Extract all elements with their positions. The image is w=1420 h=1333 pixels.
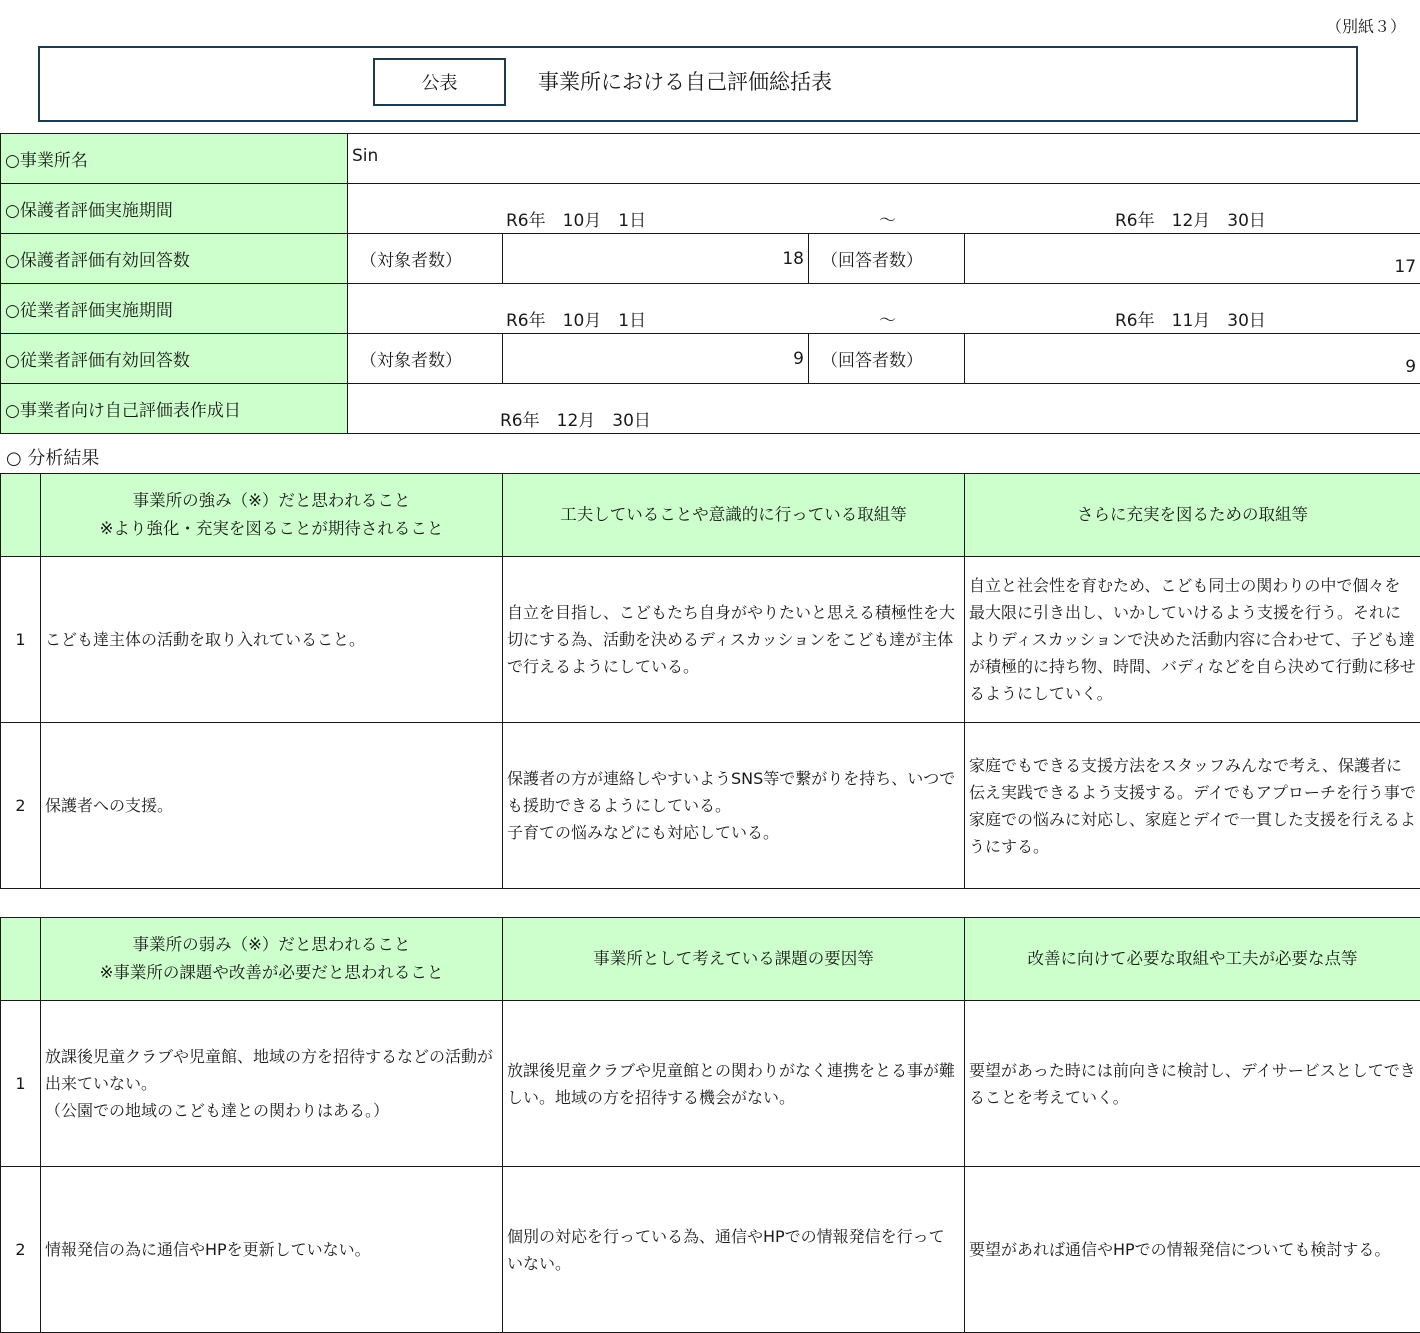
guardian-respondent-label: （回答者数） <box>809 234 965 284</box>
row-number: 1 <box>1 1001 41 1167</box>
guardian-respondent-value: 17 <box>965 234 1420 284</box>
guardian-count-label: ○保護者評価有効回答数 <box>1 234 348 284</box>
staff-count-label: ○従業者評価有効回答数 <box>1 334 348 384</box>
weakness-cause: 個別の対応を行っている為、通信やHPでの情報発信を行っていない。 <box>503 1167 965 1333</box>
strength-effort: 保護者の方が連絡しやすいようSNS等で繋がりを持ち、いつでも援助できるようにしている。 子育ての悩みなどにも対応している。 <box>503 723 965 889</box>
staff-period-start: R6年 10月 1日 <box>506 306 646 331</box>
strengths-header-effort: 工夫していることや意識的に行っている取組等 <box>503 474 965 557</box>
strength-effort: 自立を目指し、こどもたち自身がやりたいと思える積極性を大切にする為、活動を決めるディスカッションをこども達が主体で行えるようにしている。 <box>503 557 965 723</box>
guardian-period-start: R6年 10月 1日 <box>506 206 646 231</box>
weakness-item: 放課後児童クラブや児童館、地域の方を招待するなどの活動が出来ていない。 （公園での地域のこども達との関わりはある。） <box>41 1001 503 1167</box>
guardian-period-label: ○保護者評価実施期間 <box>1 184 348 234</box>
strengths-header-item: 事業所の強み（※）だと思われること ※より強化・充実を図ることが期待されること <box>41 474 503 557</box>
table-row <box>1 723 1420 889</box>
weakness-cause: 放課後児童クラブや児童館との関わりがなく連携をとる事が難しい。地域の方を招待する機会がない。 <box>503 1001 965 1167</box>
strengths-header-row <box>1 474 1420 557</box>
created-date-label: ○事業者向け自己評価表作成日 <box>1 384 348 434</box>
strength-item: こども達主体の活動を取り入れていること。 <box>41 557 503 723</box>
staff-target-label: （対象者数） <box>348 334 503 384</box>
weakness-improve: 要望があれば通信やHPでの情報発信についても検討する。 <box>965 1167 1420 1333</box>
weakness-item: 情報発信の為に通信やHPを更新していない。 <box>41 1167 503 1333</box>
staff-period-value <box>348 284 1420 334</box>
row-number: 1 <box>1 557 41 723</box>
analysis-section-label: ○ 分析結果 <box>6 444 99 470</box>
staff-respondent-value: 9 <box>965 334 1420 384</box>
row-number: 2 <box>1 1167 41 1333</box>
weakness-improve: 要望があった時には前向きに検討し、デイサービスとしてできることを考えていく。 <box>965 1001 1420 1167</box>
table-row <box>1 1001 1420 1167</box>
strengths-header-num <box>1 474 41 557</box>
table-row <box>1 557 1420 723</box>
row-number: 2 <box>1 723 41 889</box>
staff-period-separator: ～ <box>879 306 896 331</box>
guardian-period-end: R6年 12月 30日 <box>1115 206 1266 231</box>
office-name-value: Sin <box>348 134 1420 184</box>
staff-period-end: R6年 11月 30日 <box>1115 306 1266 331</box>
annex-label: （別紙３） <box>1326 14 1406 37</box>
strength-further: 自立と社会性を育むため、こども同士の関わりの中で個々を最大限に引き出し、いかしていけるよう支援を行う。それによりディスカッションで決めた活動内容に合わせて、子ども達が積極的に持ち物、時間、バディなどを自ら決めて行動に移せるようにしていく。 <box>965 557 1420 723</box>
weaknesses-header-item: 事業所の弱み（※）だと思われること ※事業所の課題や改善が必要だと思われること <box>41 918 503 1001</box>
table-row <box>1 1167 1420 1333</box>
weaknesses-header-row <box>1 918 1420 1001</box>
strengths-table <box>0 473 1420 889</box>
guardian-period-value <box>348 184 1420 234</box>
weaknesses-header-num <box>1 918 41 1001</box>
weaknesses-header-improve: 改善に向けて必要な取組や工夫が必要な点等 <box>965 918 1420 1001</box>
created-date-row <box>1 384 1420 434</box>
strengths-header-further: さらに充実を図るための取組等 <box>965 474 1420 557</box>
staff-target-value: 9 <box>503 334 809 384</box>
created-date: R6年 12月 30日 <box>500 406 651 431</box>
public-badge: 公表 <box>373 58 506 106</box>
staff-period-label: ○従業者評価実施期間 <box>1 284 348 334</box>
staff-count-row <box>1 334 1420 384</box>
weaknesses-header-cause: 事業所として考えている課題の要因等 <box>503 918 965 1001</box>
office-name-row <box>1 134 1420 184</box>
strength-further: 家庭でもできる支援方法をスタッフみんなで考え、保護者に伝え実践できるよう支援する。デイでもアプローチを行う事で家庭での悩みに対応し、家庭とデイで一貫した支援を行えるようにする。 <box>965 723 1420 889</box>
guardian-period-row <box>1 184 1420 234</box>
guardian-count-row <box>1 234 1420 284</box>
office-info-table <box>0 133 1420 434</box>
staff-respondent-label: （回答者数） <box>809 334 965 384</box>
staff-period-row <box>1 284 1420 334</box>
guardian-period-separator: ～ <box>879 206 896 231</box>
office-name-label: ○事業所名 <box>1 134 348 184</box>
strength-item: 保護者への支援。 <box>41 723 503 889</box>
page-title: 事業所における自己評価総括表 <box>538 66 832 96</box>
guardian-target-value: 18 <box>503 234 809 284</box>
created-date-value <box>348 384 1420 434</box>
weaknesses-table <box>0 917 1420 1333</box>
guardian-target-label: （対象者数） <box>348 234 503 284</box>
